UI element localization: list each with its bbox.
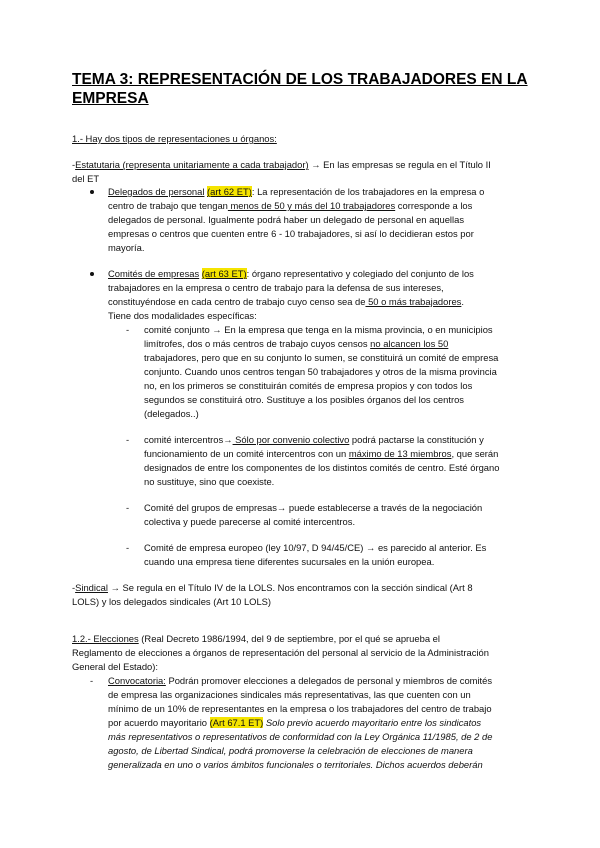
elecciones-line-3: General del Estado): (72, 661, 158, 672)
title-line-1: TEMA 3: REPRESENTACIÓN DE LOS TRABAJADORES EN LA (72, 71, 528, 88)
conjunto-text-2u: no alcancen los 50 (370, 338, 449, 349)
sindical-line-2: LOLS) y los delegados sindicales (Art 10 LOLS) (72, 596, 272, 607)
intercentros-text-1a: comité intercentros→ (144, 434, 233, 445)
delegados-text-2u: menos de 50 y más del 10 trabajadores (227, 200, 396, 211)
comites-line-4: Tiene dos modalidades específicas: (108, 310, 257, 321)
comites-text-3b: . (461, 296, 464, 307)
delegados-ref: (art 62 ET) (207, 186, 252, 197)
convocatoria-line-6: agosto, de Libertad Sindical, podrá promoverse la celebración de elecciones de manera (108, 745, 473, 756)
sindical-label: Sindical (75, 582, 108, 593)
europeo-line-2: cuando una empresa tiene diferentes sucursales en la unión europea. (144, 556, 435, 567)
intercentros-text-1b: podrá pactarse la constitución y (349, 434, 484, 445)
intercentros-text-2a: funcionamiento de un comité intercentros con un (144, 448, 349, 459)
title-line-2: EMPRESA (72, 90, 149, 107)
bullet-icon (90, 190, 94, 194)
intercentros-line-3: designados de entre los componentes de los distintos comités de centro. Esté órgano (144, 462, 500, 473)
convocatoria-label: Convocatoria: (108, 675, 166, 686)
estatutaria-line-2: del ET (72, 173, 100, 184)
convocatoria-ref: (Art 67.1 ET) (209, 717, 264, 728)
grupos-line-1: Comité del grupos de empresas→ puede establecerse a través de la negociación (144, 502, 483, 513)
convocatoria-line-5: más representativos o representativos de conformidad con la Ley Orgánica 11/1985, de 2 de (108, 731, 493, 742)
convocatoria-text-1: Podrán promover elecciones a delegados de personal y miembros de comités (165, 675, 493, 686)
intercentros-text-2b: , que serán (451, 448, 499, 459)
elecciones-text-1: (Real Decreto 1986/1994, del 9 de septiembre, por el qué se aprueba el (138, 633, 440, 644)
comites-text-3a: constituyéndose en cada centro de trabajo cuyo censo sea de (108, 296, 366, 307)
conjunto-line-5: no, en los primeros se constituirán comités de empresa propios y con todos los (144, 380, 473, 391)
delegados-line-5: mayoría. (108, 242, 145, 253)
delegados-text-1: : La representación de los trabajadores en la empresa o (251, 186, 485, 197)
bullet-icon (90, 272, 94, 276)
estatutaria-label: Estatutaria (representa unitariamente a cada trabajador) (75, 159, 309, 170)
intercentros-line-4: no sustituye, sino que coexiste. (144, 476, 275, 487)
convocatoria-line-7: generalizada en uno o varios ámbitos funcionales o territoriales. Dichos acuerdos deberán (108, 759, 483, 770)
dash-marker: - (90, 675, 94, 686)
estatutaria-text-a: → En las empresas se regula en el Título II (308, 159, 491, 170)
conjunto-text-2a: limítrofes, dos o más centros de trabajo cuyos censos (144, 338, 371, 349)
page-title (72, 70, 542, 108)
dash-marker: - (126, 502, 130, 513)
conjunto-line-3: trabajadores, pero que en su conjunto lo sumen, se constituirá un comité de empresa (144, 352, 499, 363)
europeo-line-1: Comité de empresa europeo (ley 10/97, D 94/45/CE) → es parecido al anterior. Es (144, 542, 487, 553)
sindical-prefix: - (72, 582, 76, 593)
delegados-line-4: empresas o centros que cuenten entre 6 - 10 trabajadores, si así lo decidieran estos por (108, 228, 474, 239)
delegados-text-2a: centro de trabajo que tengan (108, 200, 228, 211)
comites-label: Comités de empresas (108, 268, 200, 279)
elecciones-line-2: Reglamento de elecciones a órganos de representación del personal al servicio de la Administración (72, 647, 489, 658)
estatutaria-line-1: -Estatutaria (representa unitariamente a cada trabajador) → En las empresas se regula en el Título II (72, 159, 491, 170)
comites-text-1: : órgano representativo y colegiado del conjunto de los (246, 268, 474, 279)
conjunto-line-6: segundos se constituirá otro. Sustituye a los posibles órganos del los centros (144, 394, 464, 405)
delegados-line-3: delegados de personal. Igualmente podrá haber un delegado de personal en aquellas (108, 214, 465, 225)
delegados-label: Delegados de personal (108, 186, 205, 197)
comites-text-3u: 50 o más trabajadores (365, 296, 462, 307)
elecciones-heading: 1.2.- Elecciones (72, 633, 139, 644)
convocatoria-line-3: mínimo de un 10% de representantes en la empresa o los trabajadores del centro de trabajo (108, 703, 492, 714)
intercentros-text-2u: máximo de 13 miembros (348, 448, 452, 459)
comites-line-2: trabajadores en la empresa o centro de trabajo para la defensa de sus intereses, (108, 282, 444, 293)
conjunto-line-1: comité conjunto → En la empresa que tenga en la misma provincia, o en municipios (144, 324, 493, 335)
sindical-text-1: → Se regula en el Título IV de la LOLS. Nos encontramos con la sección sindical (Art 8 (107, 582, 473, 593)
conjunto-line-4: conjunto. Cuando unos centros tengan 50 trabajadores y otros de la misma provincia (144, 366, 497, 377)
dash-marker: - (126, 324, 130, 335)
dash-marker: - (126, 434, 130, 445)
section-1-heading: 1.- Hay dos tipos de representaciones u órganos: (72, 133, 277, 144)
delegados-text-2b: corresponde a los (395, 200, 473, 211)
conjunto-line-7: (delegados..) (144, 408, 199, 419)
convocatoria-text-4i: Solo previo acuerdo mayoritario entre los sindicatos (263, 717, 482, 728)
grupos-line-2: colectiva y puede parecerse al comité intercentros. (144, 516, 356, 527)
convocatoria-line-2: de empresa las organizaciones sindicales más representativas, las que cuenten con un (108, 689, 471, 700)
dash-marker: - (126, 542, 130, 553)
comites-ref: (art 63 ET) (201, 268, 247, 279)
convocatoria-text-4a: por acuerdo mayoritario (108, 717, 210, 728)
intercentros-text-1u: Sólo por convenio colectivo (232, 434, 350, 445)
